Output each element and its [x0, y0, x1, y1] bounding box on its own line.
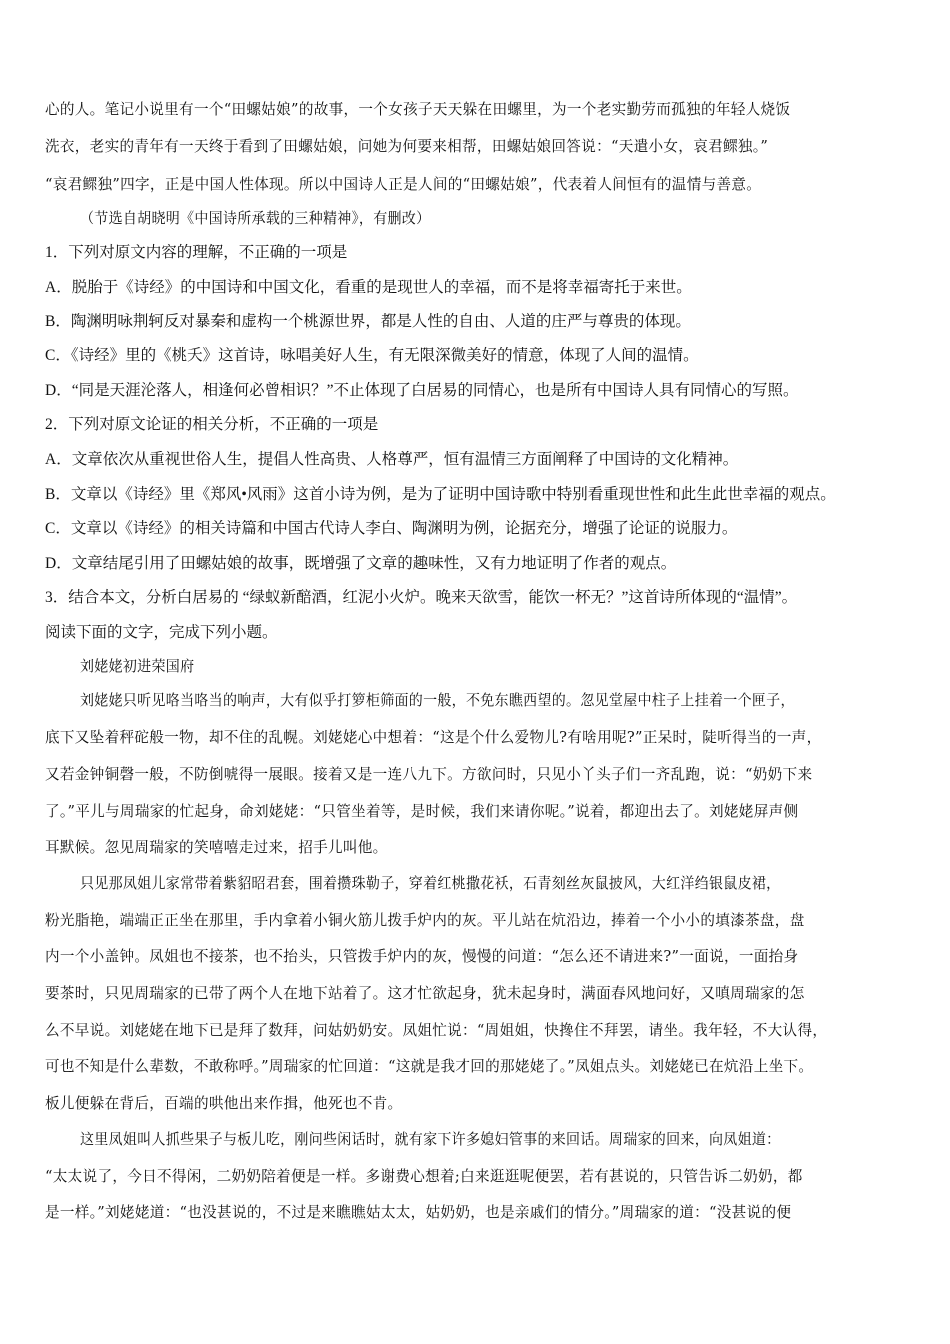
option-1b: B．陶渊明咏荆轲反对暴秦和虚构一个桃源世界，都是人性的自由、人道的庄严与尊贵的体现。	[45, 313, 691, 330]
passage-line: 洗衣，老实的青年有一天终于看到了田螺姑娘，问她为何要来相帮，田螺姑娘回答说：“天遣小女，哀君鳏独。”	[45, 138, 769, 155]
story-line: 要茶时，只见周瑞家的已带了两个人在地下站着了。这才忙欲起身，犹未起身时，满面春风地问好，又嗔周瑞家的怎	[45, 985, 805, 1002]
question-1: 1．下列对原文内容的理解，不正确的一项是	[45, 244, 348, 261]
story-line: 内一个小盖钟。凤姐也不接茶，也不抬头，只管拨手炉内的灰，慢慢的问道：“怎么还不请进来?”一面说，一面抬身	[45, 948, 799, 965]
passage-line: “哀君鳏独”四字，正是中国人性体现。所以中国诗人正是人间的“田螺姑娘”，代表着人间恒有的温情与善意。	[45, 176, 762, 193]
story-line: 么不早说。刘姥姥在地下已是拜了数拜，问姑奶奶安。凤姐忙说：“周姐姐，快搀住不拜罢，请坐。我年轻，不大认得，	[45, 1022, 828, 1039]
passage-line: 心的人。笔记小说里有一个“田螺姑娘”的故事，一个女孩子天天躲在田螺里，为一个老实勤劳而孤独的年轻人烧饭	[45, 101, 791, 118]
story-line: 板儿便躲在背后，百端的哄他出来作揖，他死也不肯。	[45, 1095, 403, 1112]
reading-instruction: 阅读下面的文字，完成下列小题。	[45, 624, 278, 641]
option-1c: C．《诗经》里的《桃夭》这首诗，咏唱美好人生，有无限深微美好的情意，体现了人间的温情。	[45, 347, 699, 364]
option-2a: A．文章依次从重视世俗人生，提倡人性高贵、人格尊严，恒有温情三方面阐释了中国诗的文化精神。	[45, 451, 739, 468]
option-2b: B．文章以《诗经》里《郑风•风雨》这首小诗为例，是为了证明中国诗歌中特别看重现世性和此生此世幸福的观点。	[45, 486, 836, 503]
question-3: 3．结合本文，分析白居易的 “绿蚁新醅酒，红泥小火炉。晚来天欲雪，能饮一杯无？”这首诗所体现的“温情”。	[45, 589, 798, 606]
story-line: 粉光脂艳，端端正正坐在那里，手内拿着小铜火筋儿拨手炉内的灰。平儿站在炕沿边，捧着一个小小的填漆茶盘，盘	[45, 912, 805, 929]
story-line: 又若金钟铜磬一般，不防倒唬得一展眼。接着又是一连八九下。方欲问时，只见小丫头子们一齐乱跑，说：“奶奶下来	[45, 766, 813, 783]
story-line: 了。”平儿与周瑞家的忙起身，命刘姥姥：“只管坐着等，是时候，我们来请你呢。”说着，都迎出去了。刘姥姥屏声侧	[45, 803, 799, 820]
story-line: 底下又坠着秤砣般一物，却不住的乱幌。刘姥姥心中想着：“这是个什么爱物儿?有啥用呢?”正呆时，陡听得当的一声，	[45, 729, 822, 746]
story-line: 刘姥姥只听见咯当咯当的响声，大有似乎打箩柜筛面的一般，不免东瞧西望的。忽见堂屋中柱子上挂着一个匣子，	[80, 692, 795, 709]
source-citation: （节选自胡晓明《中国诗所承载的三种精神》，有删改）	[80, 210, 431, 227]
story-line: 这里凤姐叫人抓些果子与板儿吃，刚问些闲话时，就有家下许多媳妇管事的来回话。周瑞家的回来，向凤姐道：	[80, 1131, 781, 1148]
question-2: 2．下列对原文论证的相关分析，不正确的一项是	[45, 416, 379, 433]
option-2c: C．文章以《诗经》的相关诗篇和中国古代诗人李白、陶渊明为例，论据充分，增强了论证的说服力。	[45, 520, 738, 537]
story-line: 是一样。”刘姥姥道：“也没甚说的，不过是来瞧瞧姑太太，姑奶奶，也是亲戚们的情分。”周瑞家的道：“没甚说的便	[45, 1204, 792, 1221]
story-line: “太太说了，今日不得闲，二奶奶陪着便是一样。多谢费心想着;白来逛逛呢便罢，若有甚说的，只管告诉二奶奶，都	[45, 1168, 803, 1185]
story-title: 刘姥姥初进荣国府	[80, 658, 195, 675]
story-line: 耳默候。忽见周瑞家的笑嘻嘻走过来，招手儿叫他。	[45, 839, 388, 856]
option-2d: D．文章结尾引用了田螺姑娘的故事，既增强了文章的趣味性，又有力地证明了作者的观点。	[45, 555, 677, 572]
option-1a: A．脱胎于《诗经》的中国诗和中国文化，看重的是现世人的幸福，而不是将幸福寄托于来世。	[45, 279, 692, 296]
option-1d: D．“同是天涯沦落人，相逢何必曾相识？”不止体现了白居易的同情心，也是所有中国诗人具有同情心的写照。	[45, 382, 799, 399]
story-line: 可也不知是什么辈数，不敢称呼。”周瑞家的忙回道：“这就是我才回的那姥姥了。”凤姐点头。刘姥姥已在炕沿上坐下。	[45, 1058, 814, 1075]
story-line: 只见那凤姐儿家常带着紫貂昭君套，围着攒珠勒子，穿着红桃撒花袄，石青刻丝灰鼠披风，大红洋绉银鼠皮裙，	[80, 875, 781, 892]
